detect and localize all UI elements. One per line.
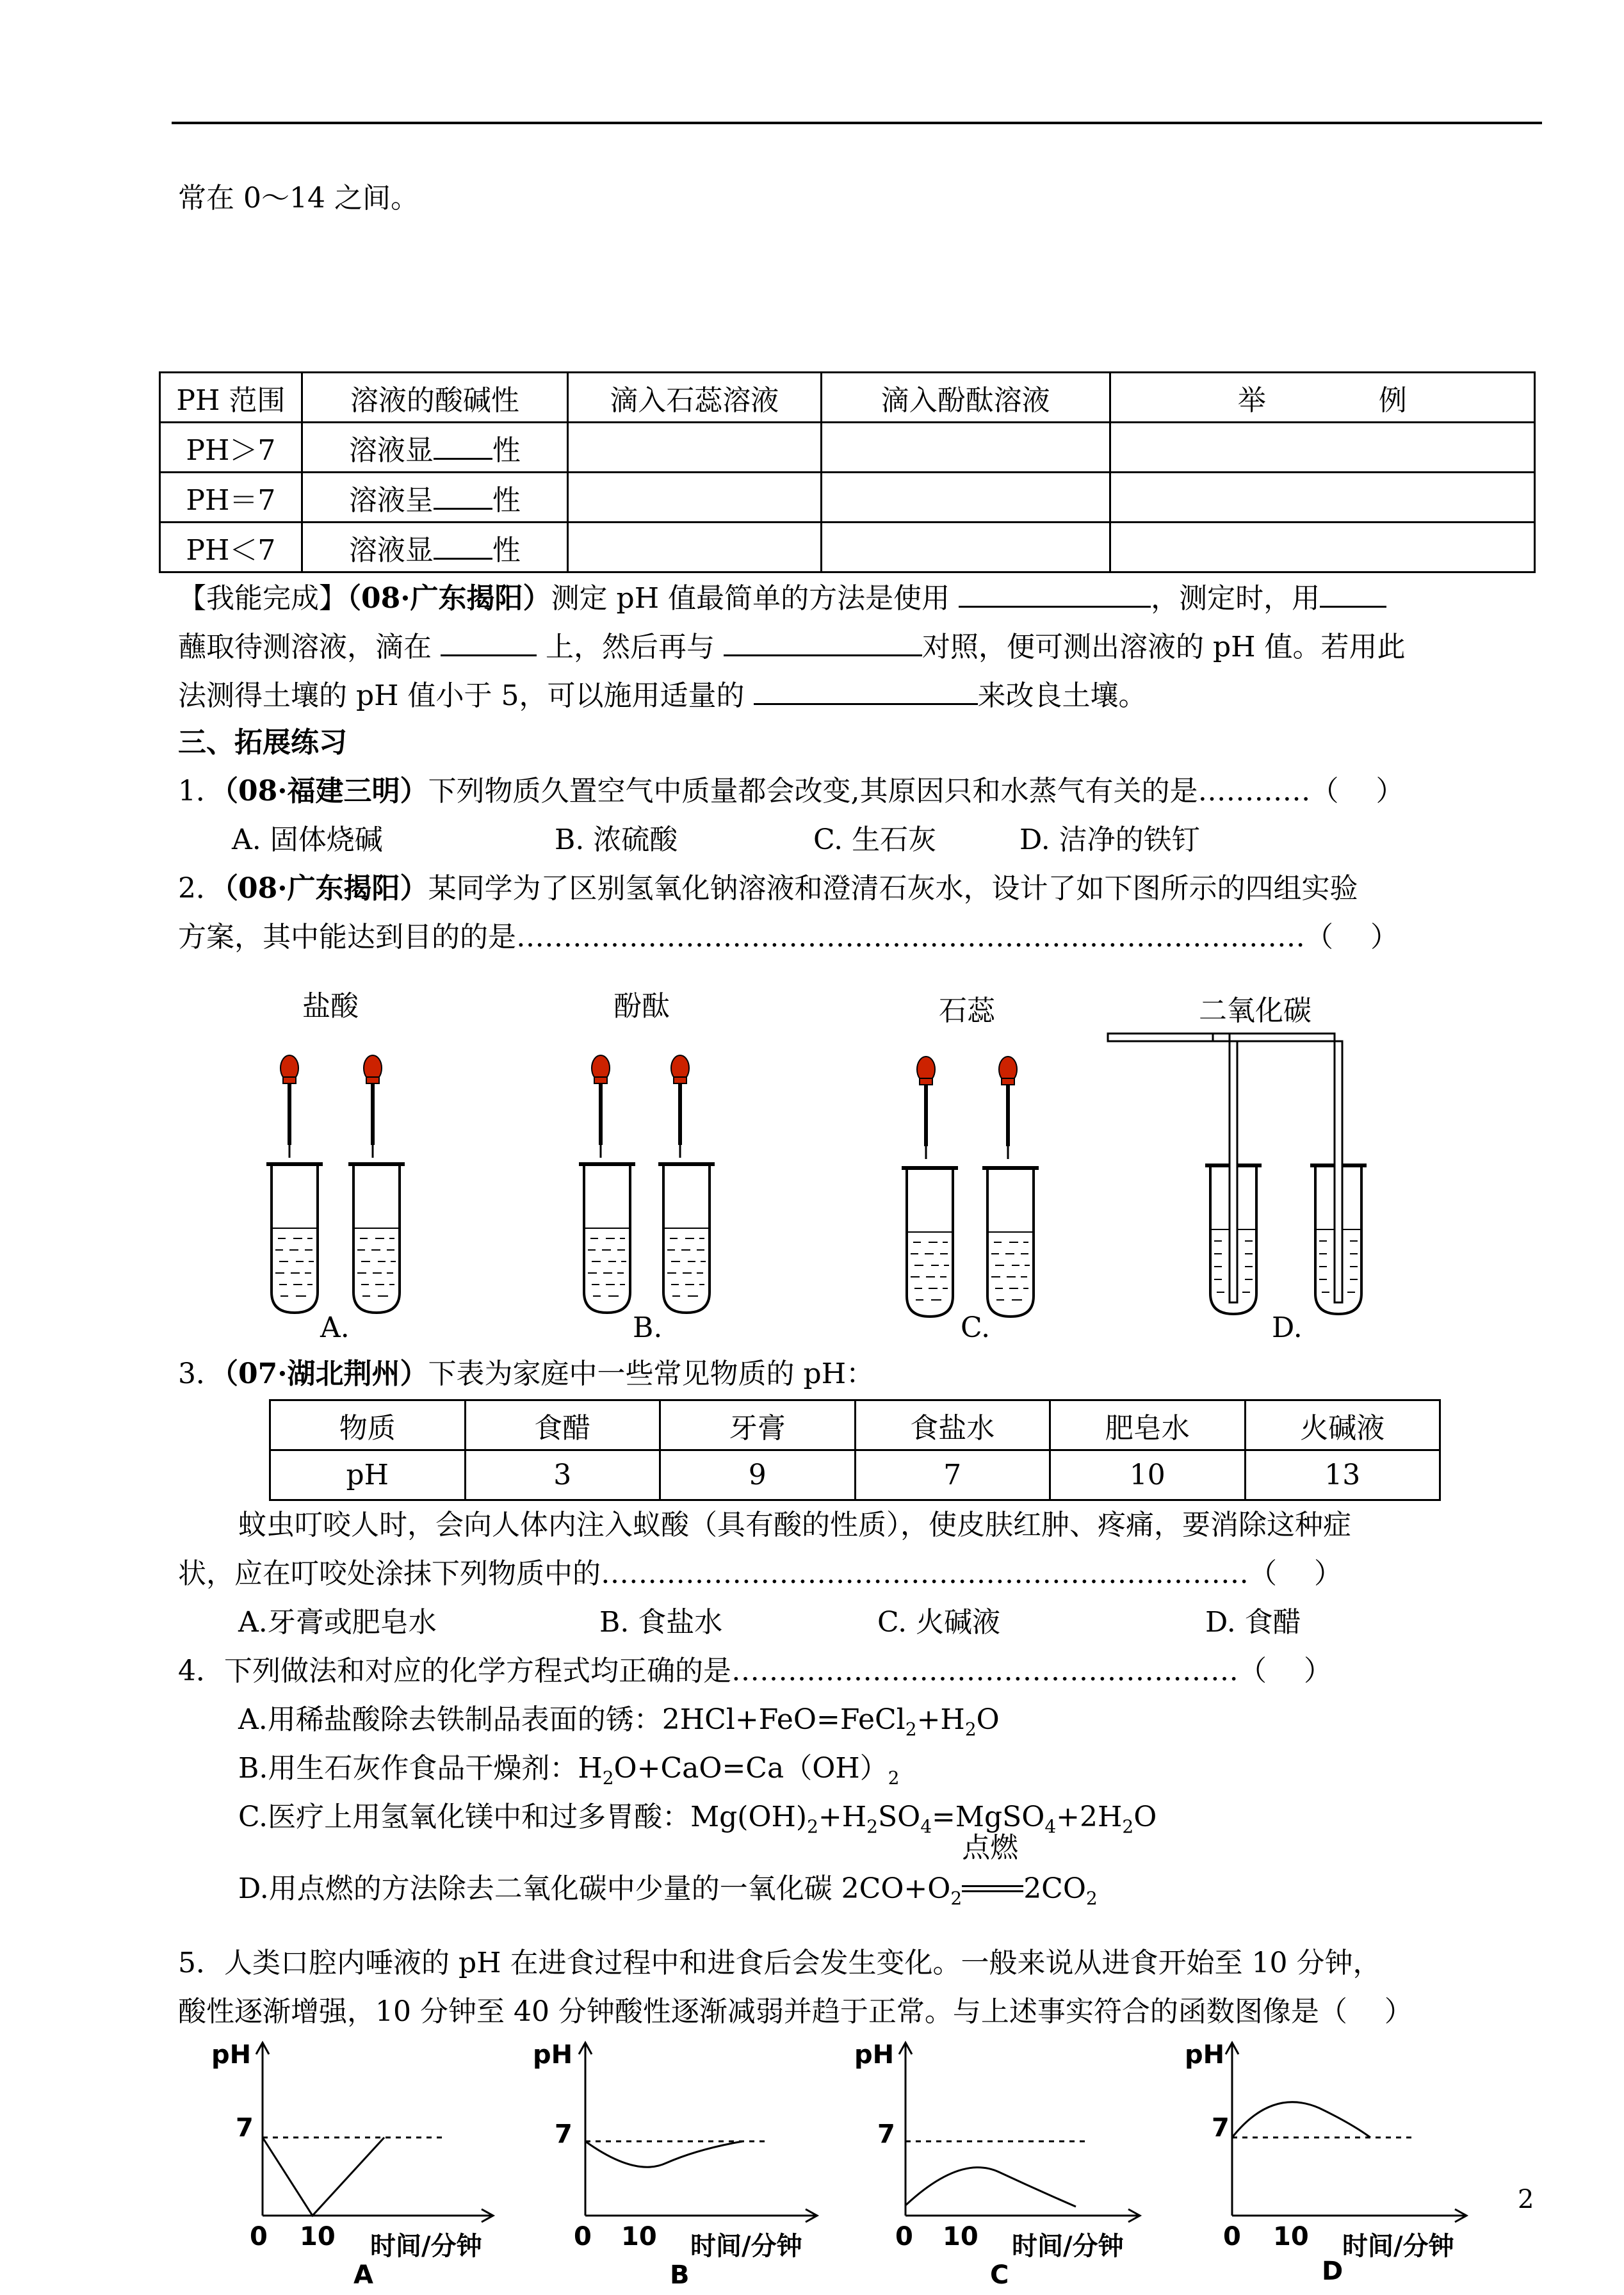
option-d[interactable]: D. 洁净的铁钉 [1019,823,1200,856]
question-text: 下列做法和对应的化学方程式均正确的是………………………………………………（ ） [224,1655,1332,1687]
q4-option-d[interactable]: D.用点燃的方法除去二氧化碳中少量的一氧化碳 $2CO+O_2$ 点燃 $2CO_2$ [238,1870,1624,1918]
graph-a-zero: 0 [250,2222,268,2251]
graph-b-ten: 10 [621,2222,657,2251]
nature-suffix: 性 [492,533,521,567]
option-b[interactable]: B. [633,1311,663,1344]
graph-a-ylabel: pH [211,2040,252,2070]
setup-c [902,1057,1039,1317]
option-text: A.用稀盐酸除去铁制品表面的锈：2HCl+FeO=FeCl [238,1703,905,1736]
ph-range-cell: PH＜7 [160,523,302,572]
table-header-cell: PH 范围 [160,373,302,423]
graph-a-xlabel: 时间/分钟 [370,2232,482,2261]
q3-paragraph-1: 蚊虫叮咬人时，会向人体内注入蚁酸（具有酸的性质），使皮肤红肿、疼痛，要消除这种症 [238,1509,1351,1541]
woneng-text: 测定 pH 值最简单的方法是使用 [551,582,950,615]
question-number: 5． [178,1947,224,1979]
ph-graphs [256,2043,1466,2222]
ph-range-cell: PH＝7 [160,473,302,523]
question-source: （08·福建三明） [224,775,428,807]
option-c[interactable]: C. [961,1311,991,1344]
question-number: 1． [178,775,224,807]
question-text: 下表为家庭中一些常见物质的 pH： [428,1358,875,1390]
graph-d-zero: 0 [1223,2222,1241,2251]
setup-a [266,1055,405,1313]
ignite-label: 点燃 [962,1831,1019,1864]
option-text: D.用点燃的方法除去二氧化碳中少量的一氧化碳 2CO+O [238,1872,951,1905]
table-cell: 10 [1050,1450,1246,1500]
woneng-text: 对照，便可测出溶液的 pH 值。若用此 [922,631,1406,663]
woneng-label: 【我能完成】 [178,582,347,615]
graph-b-xlabel: 时间/分钟 [690,2232,802,2261]
graph-b-letter[interactable]: B [670,2260,690,2290]
table-cell: 9 [660,1450,856,1500]
nature-prefix: 溶液显 [348,533,434,567]
graph-b-ylabel: pH [533,2040,573,2070]
table-header-cell: 溶液的酸碱性 [302,373,567,423]
nature-suffix: 性 [492,483,521,517]
option-a[interactable]: A.牙膏或肥皂水 [238,1606,437,1639]
woneng-text: 蘸取待测溶液，滴在 [178,631,432,663]
question-4 [178,1652,1574,1691]
reagent-label-phenolphthalein: 酚酞 [613,990,670,1023]
graph-d-xlabel: 时间/分钟 [1342,2232,1454,2261]
graph-a-seven: 7 [236,2113,254,2143]
page-number: 2 [1518,2185,1534,2214]
graph-c-xlabel: 时间/分钟 [1012,2232,1124,2261]
question-number: 3． [178,1358,224,1390]
graph-b-zero: 0 [574,2222,592,2251]
household-ph-table [269,1399,1441,1501]
q4-option-a[interactable]: A.用稀盐酸除去铁制品表面的锈：$2HCl+FeO=FeCl_2+H_2O$ [238,1703,1000,1740]
ph-curve [585,2141,743,2167]
question-text: 下列物质久置空气中质量都会改变,其原因只和水蒸气有关的是…………（ ） [428,775,1404,807]
graph-c-ylabel: pH [854,2040,895,2070]
ph-curve [1232,2102,1370,2137]
graph-d-ylabel: pH [1185,2040,1225,2070]
q4-option-b[interactable]: B.用生石灰作食品干燥剂：$H_2O+CaO=Ca(OH)_2$ [238,1752,900,1788]
graph-d-letter[interactable]: D [1322,2257,1344,2286]
question-5-cont: 酸性逐渐增强，10 分钟至 40 分钟酸性逐渐减弱并趋于正常。与上述事实符合的函数图像是（ ） [178,1995,1413,2028]
table-cell: 7 [855,1450,1050,1500]
graph-d-ten: 10 [1273,2222,1309,2251]
option-b[interactable]: B. 浓硫酸 [555,823,678,856]
graph-d [1226,2043,1466,2222]
table-header-cell: 食盐水 [855,1400,1050,1450]
graph-c-letter[interactable]: C [990,2260,1009,2290]
table-header-cell: 举 例 [1110,373,1534,423]
graph-c-ten: 10 [943,2222,978,2251]
ph-range-cell: PH＞7 [160,423,302,473]
graph-a-letter[interactable]: A [353,2260,373,2290]
nature-prefix: 溶液显 [348,434,434,467]
q3-paragraph-2: 状，应在叮咬处涂抹下列物质中的……………………………………………………………（ ） [178,1557,1342,1590]
ignite-condition [962,1831,1023,1898]
ph-curve [905,2168,1076,2207]
section-title: 三、拓展练习 [178,726,347,759]
graph-c-seven: 7 [877,2120,895,2149]
question-source: （08·广东揭阳） [347,582,551,615]
question-text: 人类口腔内唾液的 pH 在进食过程中和进食后会发生变化。一般来说从进食开始至 10 分钟， [224,1947,1381,1979]
table-header-cell: 食醋 [465,1400,660,1450]
nature-prefix: 溶液呈 [348,483,434,517]
question-3 [178,1355,1574,1393]
woneng-text: 法测得土壤的 pH 值小于 5，可以施用适量的 [178,679,745,712]
q4-option-c[interactable]: C.医疗上用氢氧化镁中和过多胃酸：$Mg(OH)_2+H_2SO_4=MgSO_4+2H_2O$ [238,1801,1157,1837]
table-row [270,1450,1440,1500]
table-header-cell: 滴入酚酞溶液 [821,373,1110,423]
question-source: （08·广东揭阳） [224,872,428,905]
option-text: 2CO [1023,1872,1086,1905]
table-header-cell: 滴入石蕊溶液 [568,373,821,423]
option-a[interactable]: A. [320,1311,350,1344]
graph-c-zero: 0 [895,2222,913,2251]
reagent-label-litmus: 石蕊 [939,994,995,1027]
setup-d [1108,1034,1367,1314]
setup-b [579,1055,715,1313]
question-text: 某同学为了区别氢氧化钠溶液和澄清石灰水，设计了如下图所示的四组实验 [428,872,1358,905]
graph-a-ten: 10 [300,2222,336,2251]
ph-curve [263,2137,384,2216]
option-text: C.医疗上用氢氧化镁中和过多胃酸：Mg(OH) [238,1801,808,1833]
option-text: B.用生石灰作食品干燥剂：H [238,1752,603,1785]
table-cell: pH [270,1450,466,1500]
question-2-cont: 方案，其中能达到目的的是…………………………………………………………………………（ ） [178,921,1399,953]
graph-d-seven: 7 [1212,2113,1230,2143]
table-header-cell: 肥皂水 [1050,1400,1246,1450]
table-header-row [270,1400,1440,1450]
option-c[interactable]: C. 火碱液 [877,1606,1001,1639]
table-header-cell: 牙膏 [660,1400,856,1450]
woneng-text: 来改良土壤。 [977,679,1147,712]
reagent-label-hcl: 盐酸 [302,990,359,1023]
option-b[interactable]: B. 食盐水 [599,1606,723,1639]
option-a[interactable]: A. 固体烧碱 [232,823,383,856]
woneng-text: 上，然后再与 [546,631,715,663]
woneng-text: ，测定时，用 [1151,582,1320,615]
table-cell: 13 [1245,1450,1440,1500]
question-number: 4． [178,1655,224,1687]
table-header-cell: 火碱液 [1245,1400,1440,1450]
option-d[interactable]: D. [1272,1311,1303,1344]
question-source: （07·湖北荆州） [224,1358,428,1390]
reagent-label-co2: 二氧化碳 [1199,994,1311,1027]
graph-b [579,2043,817,2222]
graph-a [256,2043,493,2222]
intro-text: 常在 0～14 之间。 [178,182,419,215]
nature-suffix: 性 [492,434,521,467]
graph-b-seven: 7 [555,2120,572,2149]
question-5 [178,1944,1574,1983]
table-cell: 3 [465,1450,660,1500]
graph-c [899,2043,1140,2222]
option-d[interactable]: D. 食醋 [1205,1606,1301,1639]
question-number: 2． [178,872,224,905]
q3-options [238,1603,1624,1642]
table-header-cell: 物质 [270,1400,466,1450]
option-c[interactable]: C. 生石灰 [813,823,937,856]
